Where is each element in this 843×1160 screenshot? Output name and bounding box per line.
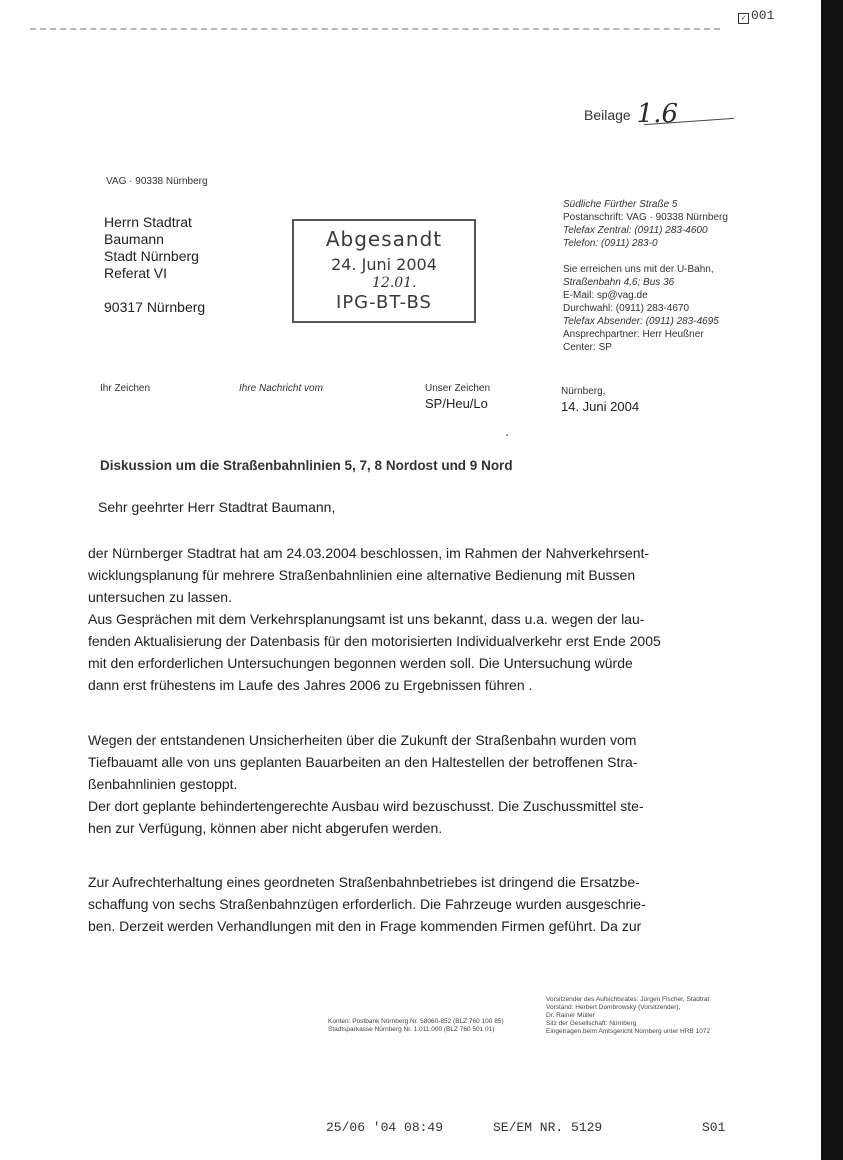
ihr-zeichen-label: Ihr Zeichen <box>100 383 151 394</box>
fax-footer-datetime: 25/06 '04 08:49 <box>326 1120 444 1135</box>
scan-edge <box>821 0 843 1160</box>
paragraph-2: Wegen der entstandenen Unsicherheiten über die Zukunft der Straßenbahn wurden vom Tiefbauamt alle von uns geplanten Bauarbeiten an den Haltestellen der betroffenen Stra- ßenbahnlinien gestoppt. Der dort geplante behindertengerechte Ausbau wird bezuschusst. Die Zuschussmittel ste- hen zur Verfügung, können aber nicht abgerufen werden. <box>88 732 644 836</box>
stamp-date: 24. Juni 2004 <box>331 255 437 274</box>
letter-subject: Diskussion um die Straßenbahnlinien 5, 7, 8 Nordost und 9 Nord <box>100 458 513 473</box>
contact-block: Südliche Fürther Straße 5 Postanschrift: VAG · 90338 Nürnberg Telefax Zentral: (0911) 283-4600 Telefon: (0911) 283-0 Sie erreichen uns mit der U-Bahn, Straßenbahn 4,6; Bus 36 E-Mail: sp@vag.de Durchwahl: (0911) 283-4670 Telefax Absender: (0911) 283-4695 Ansprechpartner: Herr Heußner Center: SP <box>563 199 728 353</box>
letter-date: Nürnberg, 14. Juni 2004 <box>561 386 640 414</box>
stamp-title: Abgesandt <box>325 227 443 251</box>
abgesandt-stamp <box>292 219 476 323</box>
recipient-address: Herrn Stadtrat Baumann Stadt Nürnberg Referat VI 90317 Nürnberg <box>104 214 206 315</box>
unser-zeichen: Unser Zeichen SP/Heu/Lo <box>425 383 491 411</box>
sender-line: VAG · 90338 Nürnberg <box>106 176 208 187</box>
ihre-nachricht-label: Ihre Nachricht vom <box>239 383 323 394</box>
footer-bank-details: Konten: Postbank Nürnberg Nr. 58060-852 (BLZ 760 100 85) Stadtsparkasse Nürnberg Nr. 1.011.000 (BLZ 760 501 01) <box>328 1018 504 1033</box>
stamp-code: IPG-BT-BS <box>336 292 432 313</box>
paragraph-3: Zur Aufrechterhaltung eines geordneten Straßenbahnbetriebes ist dringend die Ersatzbe- schaffung von sechs Straßenbahnzügen erforderlich. Die Fahrzeuge wurden ausgeschrie- ben. Derzeit werden Verhandlungen mit den in Frage kommenden Firmen geführt. Da zur <box>88 874 646 934</box>
fax-footer-page: S01 <box>702 1120 726 1135</box>
beilage-label: Beilage 1.6 <box>584 97 678 127</box>
salutation: Sehr geehrter Herr Stadtrat Baumann, <box>98 499 336 515</box>
stamp-handwriting: 12.01. <box>372 275 417 291</box>
checkbox-icon: ✓ <box>738 13 749 24</box>
beilage-number: 1.6 <box>636 99 679 129</box>
footer-company-details: Vorsitzender des Aufsichtsrates: Jürgen Fischer, Stadtrat Vorstand: Herbert Dombrowsky (Vorsitzender), Dr. Rainer Müller Sitz der Gesellschaft: Nürnberg Eingetragen beim Amtsgericht Nürnberg unter HRB 1072 <box>546 996 711 1035</box>
paragraph-1: der Nürnberger Stadtrat hat am 24.03.2004 beschlossen, im Rahmen der Nahverkehrsent- wicklungsplanung für mehrere Straßenbahnlinien eine alternative Bedienung mit Bussen untersuchen zu lassen. Aus Gesprächen mit dem Verkehrsplanungsamt ist uns bekannt, dass u.a. wegen der lau- fenden Aktualisierung der Datenbasis für den motorisierten Individualverkehr erst Ende 2005 mit den erforderlichen Untersuchungen begonnen werden soll. Die Untersuchung würde dann erst frühestens im Laufe des Jahres 2006 zu Ergebnissen führen . <box>88 545 661 693</box>
fax-page-marker: ✓ 001 <box>738 8 774 24</box>
fax-header-line <box>30 28 720 30</box>
scan-speck <box>506 434 508 436</box>
fax-footer-ref: SE/EM NR. 5129 <box>493 1120 603 1135</box>
